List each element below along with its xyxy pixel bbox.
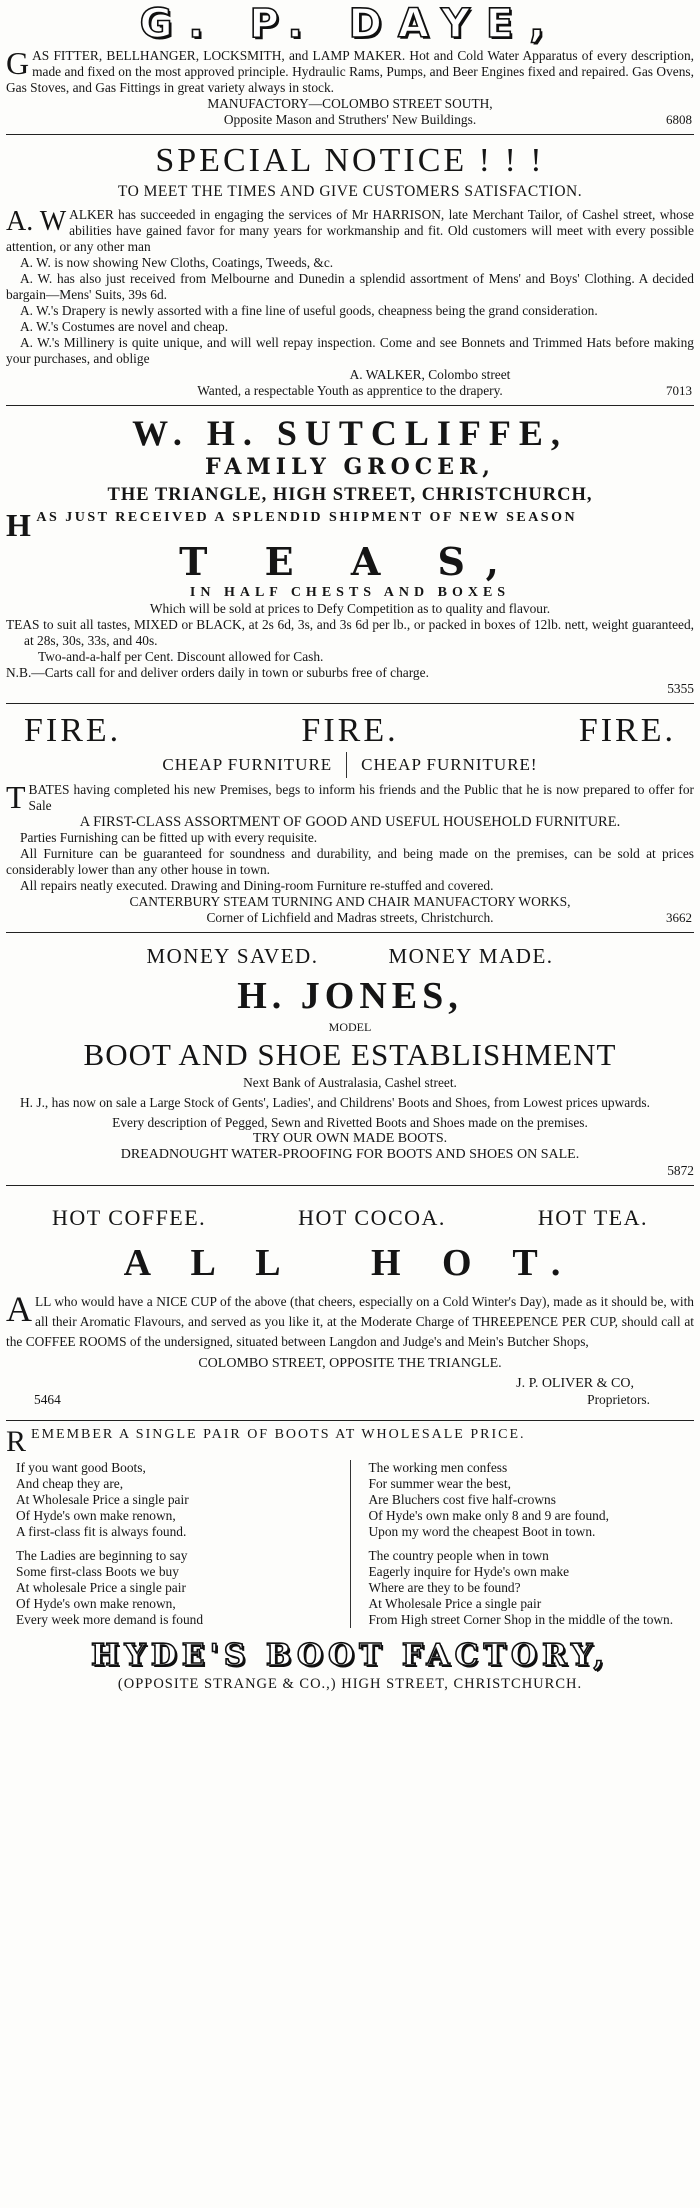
divider bbox=[6, 932, 694, 933]
hyde-headline-text: EMEMBER A SINGLE PAIR OF BOOTS AT WHOLESALE PRICE. bbox=[31, 1427, 526, 1442]
verse-line: At Wholesale Price a single pair bbox=[16, 1492, 189, 1507]
bates-ad-number: 3662 bbox=[666, 910, 692, 925]
all-hot-headline: A L L H O T. bbox=[123, 1242, 577, 1284]
sutcliffe-teas: T E A S, bbox=[179, 539, 521, 584]
bates-intro bbox=[6, 779, 694, 815]
sutcliffe-line-2: TEAS to suit all tastes, MIXED or BLACK, at 2s 6d, 3s, and 3s 6d per lb., or packed in boxes of 12lb. nett, weight guaranteed, at 28s, 30s, 33s, and 40s. bbox=[6, 617, 694, 648]
verse-line: The country people when in town bbox=[368, 1548, 549, 1563]
verse-line: Some first-class Boots we buy bbox=[16, 1564, 179, 1579]
sutcliffe-line-3: Two-and-a-half per Cent. Discount allowed for Cash. bbox=[38, 649, 324, 664]
sutcliffe-advertisement bbox=[6, 412, 694, 697]
jones-model: MODEL bbox=[328, 1020, 372, 1034]
bates-para-1: Parties Furnishing can be fitted up with every requisite. bbox=[20, 830, 318, 845]
walker-line-1: A. W. is now showing New Cloths, Coatings, Tweeds, &c. bbox=[20, 255, 334, 270]
walker-drop-cap: A. W bbox=[6, 206, 67, 237]
daye-drop-cap: G bbox=[6, 45, 30, 81]
daye-advertisement bbox=[6, 0, 694, 128]
jones-dreadnought: DREADNOUGHT WATER-PROOFING FOR BOOTS AND SHOES ON SALE. bbox=[120, 1147, 580, 1162]
verse-line: Of Hyde's own make renown, bbox=[16, 1508, 176, 1523]
hot-cocoa: HOT COCOA. bbox=[298, 1205, 446, 1230]
jones-para-1: H. J., has now on sale a Large Stock of Gents', Ladies', and Childrens' Boots and Shoes, from Lowest prices upwards. bbox=[20, 1095, 650, 1110]
daye-title: G. P. DAYE, bbox=[139, 1, 561, 47]
oliver-drop-cap: A bbox=[6, 1289, 32, 1329]
sutcliffe-drop-cap: H bbox=[6, 507, 34, 543]
verse-line: The Ladies are beginning to say bbox=[16, 1548, 188, 1563]
bates-para-3: All repairs neatly executed. Drawing and Dining-room Furniture re-stuffed and covered. bbox=[20, 878, 494, 893]
fire-word-3: FIRE. bbox=[578, 712, 676, 749]
daye-body-text: AS FITTER, BELLHANGER, LOCKSMITH, and LAMP MAKER. Hot and Cold Water Apparatus of every description, made and fixed on the most approved principle. Hydraulic Rams, Pumps, and Beer Engines fixed and repaired. Gas Ovens, Gas Stoves, and Gas Fittings in great variety always in stock. bbox=[6, 48, 694, 95]
hyde-headline bbox=[6, 1425, 694, 1458]
verse-line: A first-class fit is always found. bbox=[16, 1524, 187, 1539]
walker-intro-text: ALKER has succeeded in engaging the services of Mr HARRISON, late Merchant Tailor, of Cashel street, whose abilities have gained favor for many years for workmanship and fit. Old customers will meet with every possible attention, or any other man bbox=[6, 207, 694, 254]
bates-intro-text: BATES having completed his new Premises, begs to inform his friends and the Public that he is now prepared to offer for Sale bbox=[28, 782, 694, 813]
divider bbox=[6, 703, 694, 704]
verse-line: Eagerly inquire for Hyde's own make bbox=[368, 1564, 570, 1579]
oliver-body-text: LL who would have a NICE CUP of the above (that cheers, especially on a Cold Winter's Day), made as it should be, with all their Aromatic Flavours, and served as you like it, at the Moderate Charge of THREEPENCE PER CUP, should call at the COFFEE ROOMS of the undersigned, situated between Langdon and Judge's and Mein's Butcher Shops, bbox=[6, 1294, 694, 1349]
hot-coffee: HOT COFFEE. bbox=[51, 1205, 207, 1230]
hyde-verse-left bbox=[6, 1460, 351, 1628]
jones-location: Next Bank of Australasia, Cashel street. bbox=[243, 1075, 457, 1090]
verse-line: The working men confess bbox=[368, 1460, 508, 1475]
daye-body bbox=[6, 45, 694, 96]
walker-line-5: A. W.'s Millinery is quite unique, and will well repay inspection. Come and see Bonnets and Trimmed Hats before making your purchases, and oblige bbox=[6, 335, 694, 366]
sutcliffe-address: THE TRIANGLE, HIGH STREET, CHRISTCHURCH, bbox=[107, 485, 593, 505]
bates-corner: Corner of Lichfield and Madras streets, Christchurch. bbox=[206, 910, 494, 925]
fire-word-2: FIRE. bbox=[301, 712, 399, 749]
verse-line: At Wholesale Price a single pair bbox=[368, 1596, 542, 1611]
hot-tea: HOT TEA. bbox=[537, 1205, 649, 1230]
hot-row bbox=[6, 1192, 694, 1238]
verse-line: Of Hyde's own make renown, bbox=[16, 1596, 176, 1611]
fire-word-1: FIRE. bbox=[24, 712, 122, 749]
newspaper-ad-column bbox=[6, 0, 694, 1692]
cheap-furniture-2: CHEAP FURNITURE! bbox=[361, 755, 538, 774]
walker-line-3: A. W.'s Drapery is newly assorted with a fine line of useful goods, cheapness being the grand consideration. bbox=[20, 303, 598, 318]
hyde-factory-title: HYDE'S BOOT FACTORY, bbox=[90, 1638, 610, 1673]
verse-line: And cheap they are, bbox=[16, 1476, 124, 1491]
walker-ad-number: 7013 bbox=[666, 383, 692, 398]
money-row bbox=[6, 939, 694, 973]
sutcliffe-line-4: N.B.—Carts call for and deliver orders daily in town or suburbs free of charge. bbox=[6, 665, 429, 680]
sutcliffe-announce-text: AS JUST RECEIVED A SPLENDID SHIPMENT OF NEW SEASON bbox=[36, 510, 578, 525]
hyde-advertisement bbox=[6, 1427, 694, 1692]
bates-drop-cap: T bbox=[6, 779, 26, 815]
verse-line: At wholesale Price a single pair bbox=[16, 1580, 186, 1595]
walker-line-2: A. W. has also just received from Melbourne and Dunedin a splendid assortment of Mens' and Boys' Clothing. A decided bargain—Mens' Suits, 39s 6d. bbox=[6, 271, 694, 302]
special-notice-headline: SPECIAL NOTICE ! ! ! bbox=[155, 142, 545, 179]
divider bbox=[6, 1185, 694, 1186]
oliver-street: COLOMBO STREET, OPPOSITE THE TRIANGLE. bbox=[198, 1356, 502, 1371]
cheap-furniture-row bbox=[6, 752, 694, 778]
oliver-advertisement bbox=[6, 1192, 694, 1408]
money-made: MONEY MADE. bbox=[388, 944, 554, 968]
hyde-drop-cap: R bbox=[6, 1425, 29, 1458]
cheap-furniture-1: CHEAP FURNITURE bbox=[162, 752, 347, 778]
bates-assortment: A FIRST-CLASS ASSORTMENT OF GOOD AND USEFUL HOUSEHOLD FURNITURE. bbox=[79, 814, 621, 830]
jones-ad-number: 5872 bbox=[667, 1163, 694, 1178]
bates-para-2: All Furniture can be guaranteed for soundness and durability, and being made on the premises, can be sold at prices considerably lower than any other house in town. bbox=[6, 846, 694, 877]
verse-line: Of Hyde's own make only 8 and 9 are found, bbox=[368, 1508, 609, 1523]
sutcliffe-line-1: Which will be sold at prices to Defy Competition as to quality and flavour. bbox=[149, 601, 551, 616]
walker-line-4: A. W.'s Costumes are novel and cheap. bbox=[20, 319, 229, 334]
bates-advertisement bbox=[6, 710, 694, 926]
fire-headline bbox=[6, 710, 694, 752]
jones-name: H. JONES, bbox=[237, 975, 463, 1017]
oliver-body bbox=[6, 1289, 694, 1352]
daye-address-2: Opposite Mason and Struthers' New Buildings. bbox=[223, 112, 477, 127]
oliver-proprietors: Proprietors. bbox=[587, 1392, 650, 1407]
verse-line: For summer wear the best, bbox=[368, 1476, 511, 1491]
oliver-ad-number: 5464 bbox=[34, 1392, 61, 1407]
verse-line: Upon my word the cheapest Boot in town. bbox=[368, 1524, 596, 1539]
hyde-opposite: (OPPOSITE STRANGE & CO.,) HIGH STREET, CHRISTCHURCH. bbox=[117, 1676, 583, 1692]
verse-line: From High street Corner Shop in the middle of the town. bbox=[368, 1612, 674, 1627]
oliver-firm-row bbox=[6, 1376, 694, 1392]
divider bbox=[6, 1420, 694, 1421]
jones-para-2: Every description of Pegged, Sewn and Rivetted Boots and Shoes made on the premises. bbox=[112, 1115, 588, 1130]
daye-ad-number: 6808 bbox=[666, 112, 692, 127]
walker-signature: A. WALKER, Colombo street bbox=[349, 367, 511, 382]
jones-establishment: BOOT AND SHOE ESTABLISHMENT bbox=[83, 1037, 617, 1072]
daye-address-1: MANUFACTORY—COLOMBO STREET SOUTH, bbox=[207, 96, 493, 111]
special-notice-subhead: TO MEET THE TIMES AND GIVE CUSTOMERS SATISFACTION. bbox=[117, 183, 583, 200]
jones-try: TRY OUR OWN MADE BOOTS. bbox=[252, 1131, 448, 1146]
jones-advertisement bbox=[6, 939, 694, 1179]
divider bbox=[6, 134, 694, 135]
sutcliffe-packing: IN HALF CHESTS AND BOXES bbox=[189, 585, 511, 600]
sutcliffe-trade: FAMILY GROCER, bbox=[205, 454, 495, 480]
walker-wanted: Wanted, a respectable Youth as apprentice to the drapery. bbox=[197, 383, 503, 398]
hyde-verse-columns bbox=[6, 1460, 694, 1628]
divider bbox=[6, 405, 694, 406]
sutcliffe-name: W. H. SUTCLIFFE, bbox=[132, 413, 568, 453]
walker-intro bbox=[6, 207, 694, 255]
money-saved: MONEY SAVED. bbox=[146, 944, 319, 968]
oliver-firm: J. P. OLIVER & CO, bbox=[516, 1376, 634, 1391]
oliver-footer-row bbox=[6, 1392, 694, 1408]
verse-line: If you want good Boots, bbox=[16, 1460, 146, 1475]
verse-line: Where are they to be found? bbox=[368, 1580, 521, 1595]
sutcliffe-announce bbox=[6, 507, 694, 543]
walker-advertisement bbox=[6, 141, 694, 399]
sutcliffe-ad-number: 5355 bbox=[667, 681, 694, 696]
verse-line: Every week more demand is found bbox=[16, 1612, 204, 1627]
bates-works: CANTERBURY STEAM TURNING AND CHAIR MANUFACTORY WORKS, bbox=[129, 894, 571, 909]
verse-line: Are Bluchers cost five half-crowns bbox=[368, 1492, 556, 1507]
hyde-verse-right bbox=[351, 1460, 695, 1628]
